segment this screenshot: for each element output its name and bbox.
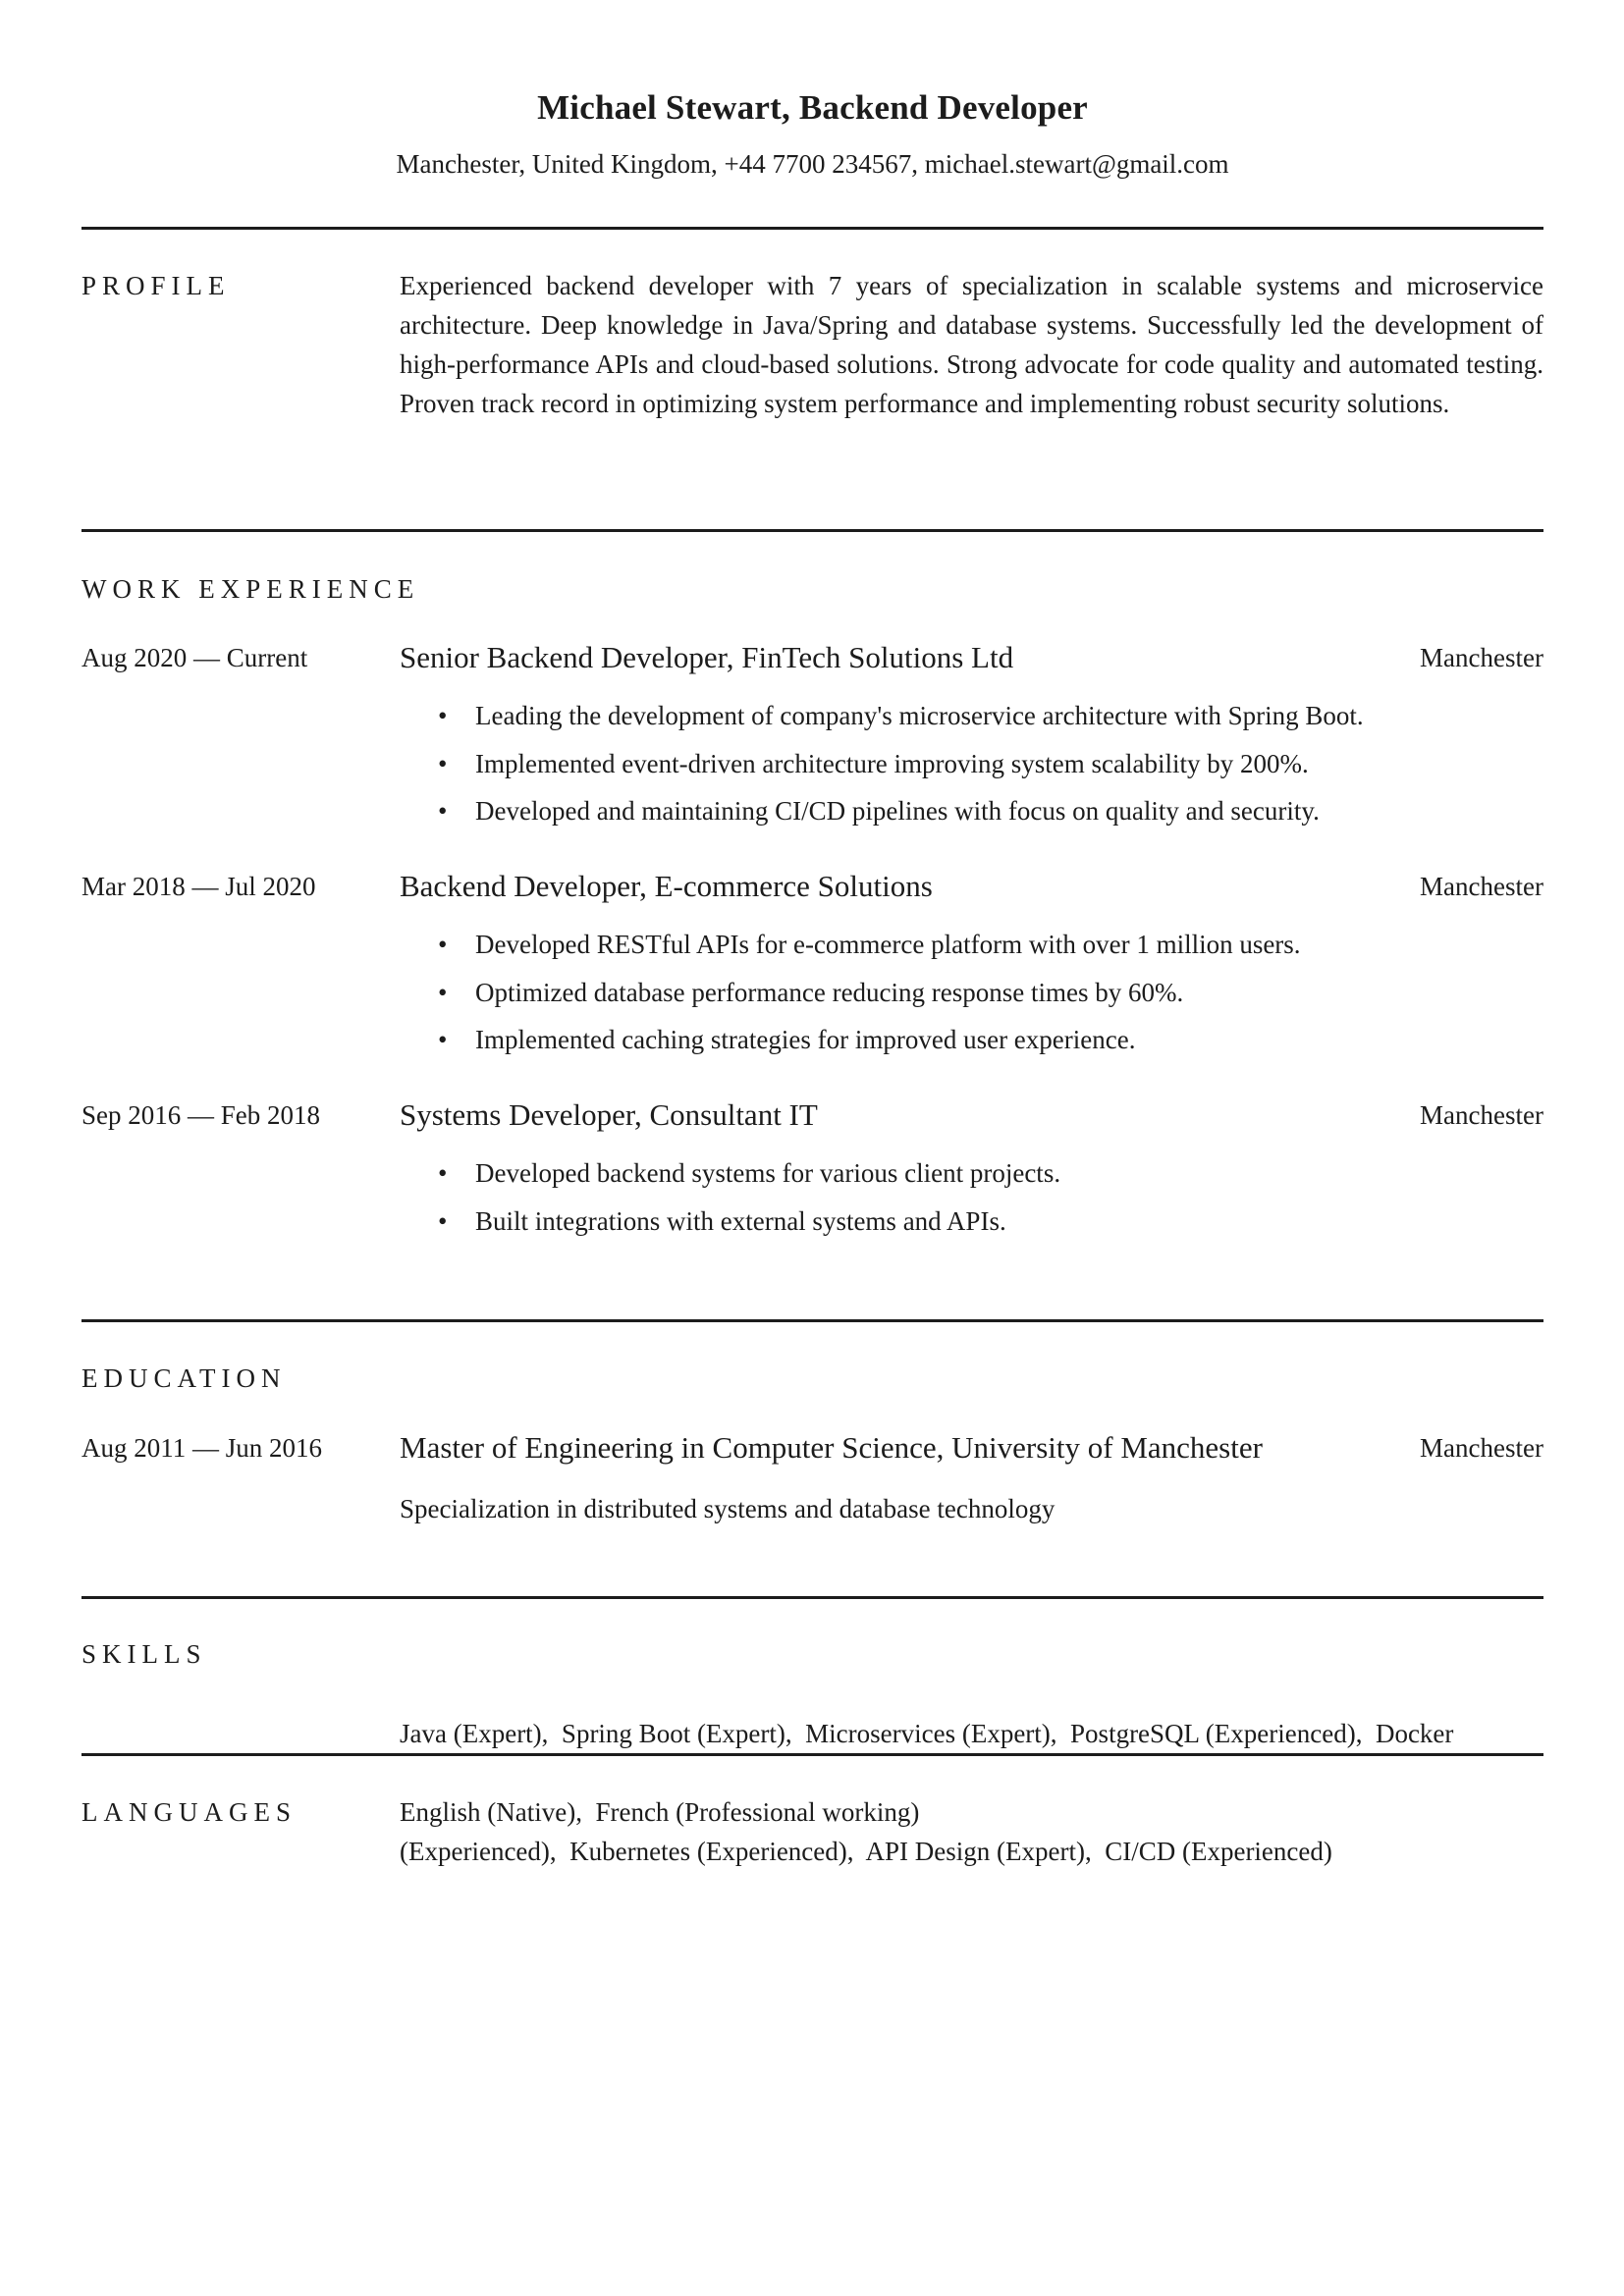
list-item: • Developed RESTful APIs for e-commerce platform with over 1 million users. <box>400 921 1301 969</box>
work-experience-heading: WORK EXPERIENCE <box>81 574 420 604</box>
skills-heading: SKILLS <box>81 1639 207 1669</box>
languages-list: English (Native), French (Professional working) <box>400 1797 920 1827</box>
list-item: • Leading the development of company's microservice architecture with Spring Boot. <box>400 692 1364 740</box>
job-dates: Mar 2018 — Jul 2020 <box>81 872 316 901</box>
languages-section <box>81 1753 1543 1874</box>
job-title: Systems Developer, Consultant IT <box>400 1097 818 1132</box>
job-bullets <box>400 692 1364 835</box>
list-item: • Implemented caching strategies for improved user experience. <box>400 1016 1301 1064</box>
list-item: • Developed and maintaining CI/CD pipelines with focus on quality and security. <box>400 787 1364 835</box>
list-item: • Implemented event-driven architecture improving system scalability by 200%. <box>400 740 1364 788</box>
languages-heading: LANGUAGES <box>81 1797 297 1827</box>
education-location: Manchester <box>1420 1433 1543 1463</box>
job-dates: Sep 2016 — Feb 2018 <box>81 1100 320 1130</box>
education-section <box>81 1319 1543 1599</box>
contact-info: Manchester, United Kingdom, +44 7700 234567, michael.stewart@gmail.com <box>396 149 1229 179</box>
education-dates: Aug 2011 — Jun 2016 <box>81 1433 323 1463</box>
skills-line: (Experienced), Kubernetes (Experienced), API Design (Expert), CI/CD (Experienced) <box>400 1837 1332 1866</box>
work-experience-section <box>81 529 1543 1320</box>
degree-title: Master of Engineering in Computer Science, University of Manchester <box>400 1430 1263 1465</box>
resume-page <box>81 0 1543 1866</box>
job-title: Senior Backend Developer, FinTech Solutions Ltd <box>400 640 1014 674</box>
job-location: Manchester <box>1420 872 1543 901</box>
job-bullets <box>400 1149 1060 1245</box>
list-item: • Optimized database performance reducing response times by 60%. <box>400 969 1301 1017</box>
education-heading: EDUCATION <box>81 1363 287 1393</box>
job-bullets <box>400 921 1301 1064</box>
job-location: Manchester <box>1420 1100 1543 1130</box>
job-location: Manchester <box>1420 643 1543 672</box>
profile-text: Experienced backend developer with 7 years of specialization in scalable systems and microservice architecture. Deep knowledge in Java/Spring and database systems. Successfully led the development of high-performance APIs and cloud-based solutions. Strong advocate for code quality and automated testing. Proven track record in optimizing system performance and implementing robust security solutions. <box>400 271 1543 418</box>
profile-section <box>81 227 1543 530</box>
education-description: Specialization in distributed systems and database technology <box>400 1494 1056 1523</box>
profile-heading: PROFILE <box>81 271 231 300</box>
list-item: • Developed backend systems for various client projects. <box>400 1149 1060 1198</box>
resume-header <box>81 0 1543 183</box>
job-title: Backend Developer, E-commerce Solutions <box>400 869 933 903</box>
job-dates: Aug 2020 — Current <box>81 643 308 672</box>
skills-line: Java (Expert), Spring Boot (Expert), Microservices (Expert), PostgreSQL (Experienced), Docker <box>400 1719 1454 1748</box>
candidate-name: Michael Stewart, Backend Developer <box>537 88 1088 127</box>
list-item: • Built integrations with external systems and APIs. <box>400 1198 1060 1246</box>
